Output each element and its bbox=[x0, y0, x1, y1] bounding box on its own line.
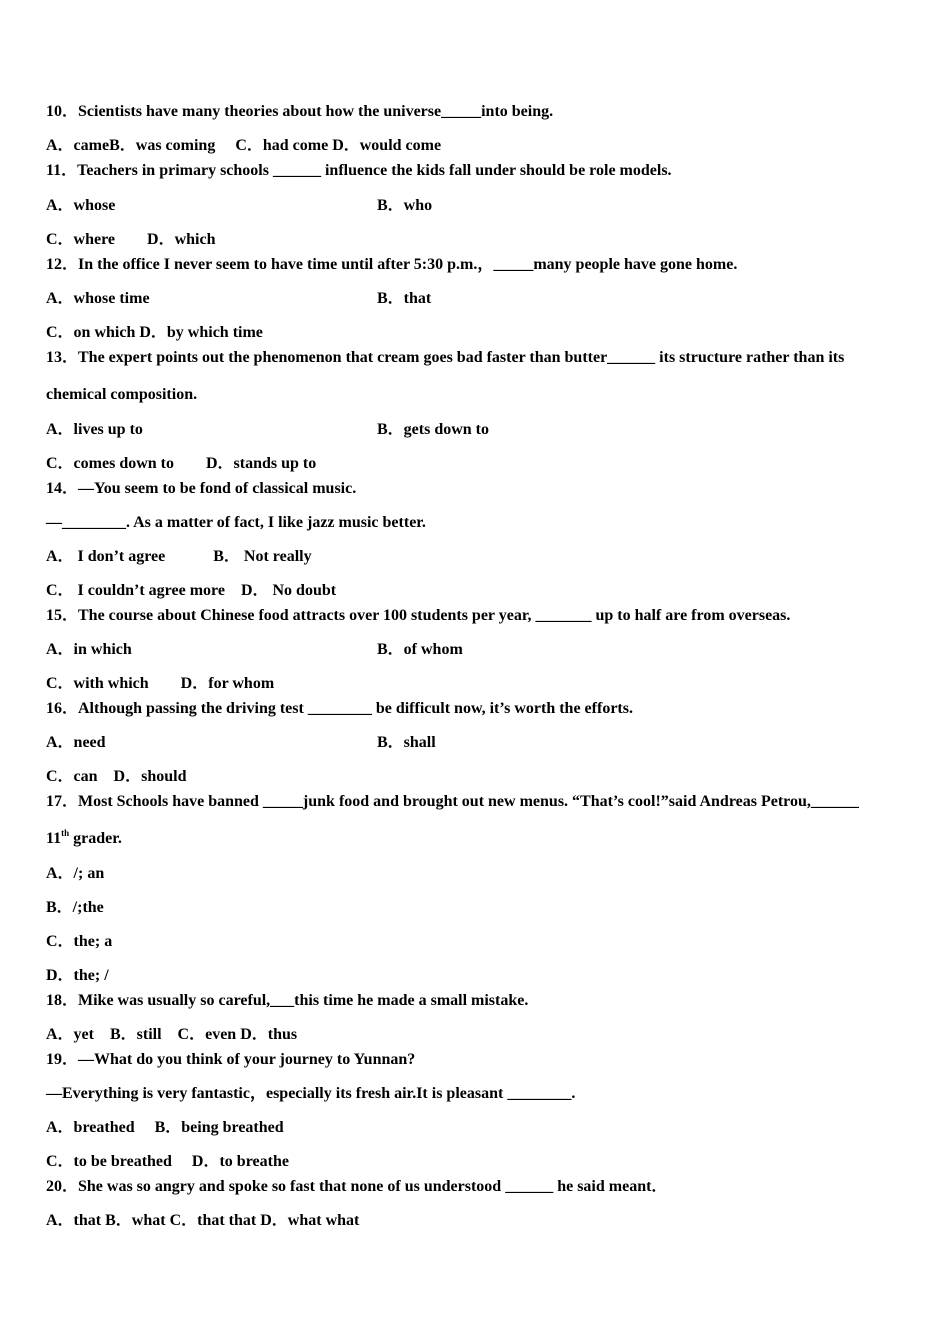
question-13-options-cd: C．comes down to D．stands up to bbox=[46, 455, 317, 472]
question-19-options-cd: C．to be breathed D．to breathe bbox=[46, 1153, 289, 1170]
question-18-options: A．yet B．still C．even D．thus bbox=[46, 1026, 298, 1043]
question-11-options-ab bbox=[46, 196, 906, 216]
question-16-options-cd: C．can D．should bbox=[46, 768, 187, 785]
question-15-options-ab bbox=[46, 640, 906, 660]
question-19-stem-line2: —Everything is very fantastic，especially its fresh air.It is pleasant ________. bbox=[46, 1085, 576, 1102]
question-17-option-a: A．/; an bbox=[46, 865, 105, 882]
question-11-stem: 11．Teachers in primary schools ______ influence the kids fall under should be role models. bbox=[46, 162, 672, 179]
option-b: B．of whom bbox=[377, 641, 463, 658]
question-10-stem: 10．Scientists have many theories about how the universe_____into being. bbox=[46, 103, 554, 120]
option-b: B．gets down to bbox=[377, 421, 490, 438]
question-19-options-ab: A．breathed B．being breathed bbox=[46, 1119, 284, 1136]
question-12-stem: 12．In the office I never seem to have time until after 5:30 p.m.，_____many people have gone home. bbox=[46, 256, 738, 273]
question-14-options-ab: A． I don’t agree B． Not really bbox=[46, 548, 312, 565]
question-17-stem-line2 bbox=[46, 829, 122, 849]
question-20-stem: 20．She was so angry and spoke so fast that none of us understood ______ he said meant． bbox=[46, 1178, 668, 1195]
question-15-stem: 15．The course about Chinese food attracts over 100 students per year, _______ up to half are from overseas. bbox=[46, 607, 791, 624]
question-10-options: A．cameB．was coming C．had come D．would come bbox=[46, 137, 442, 154]
question-15-options-cd: C．with which D．for whom bbox=[46, 675, 275, 692]
option-a: A．in which bbox=[46, 641, 132, 658]
question-11-options-cd: C．where D．which bbox=[46, 231, 216, 248]
question-20-options: A．that B．what C．that that D．what what bbox=[46, 1212, 360, 1229]
option-b: B．who bbox=[377, 197, 433, 214]
question-18-stem: 18．Mike was usually so careful,___this time he made a small mistake. bbox=[46, 992, 529, 1009]
option-a: A．whose time bbox=[46, 290, 150, 307]
question-16-stem: 16．Although passing the driving test ________ be difficult now, it’s worth the efforts. bbox=[46, 700, 633, 717]
question-13-stem-line2: chemical composition. bbox=[46, 386, 198, 403]
question-17-option-b: B．/;the bbox=[46, 899, 104, 916]
question-14-stem-line2: —________. As a matter of fact, I like jazz music better. bbox=[46, 514, 426, 531]
grade-ordinal-suffix: th bbox=[61, 828, 70, 838]
option-b: B．that bbox=[377, 290, 432, 307]
question-17-stem-line1: 17．Most Schools have banned _____junk food and brought out new menus. “That’s cool!”said Andreas Petrou,______ bbox=[46, 793, 859, 810]
question-17-option-d: D．the; / bbox=[46, 967, 109, 984]
question-19-stem-line1: 19．—What do you think of your journey to Yunnan? bbox=[46, 1051, 416, 1068]
option-b: B．shall bbox=[377, 734, 436, 751]
option-a: A．whose bbox=[46, 197, 116, 214]
option-a: A．need bbox=[46, 734, 106, 751]
grade-text: grader. bbox=[69, 830, 122, 847]
grade-number: 11 bbox=[46, 830, 62, 847]
question-13-options-ab bbox=[46, 420, 906, 440]
question-14-stem-line1: 14．—You seem to be fond of classical music. bbox=[46, 480, 357, 497]
question-17-option-c: C．the; a bbox=[46, 933, 113, 950]
question-16-options-ab bbox=[46, 733, 906, 753]
question-14-options-cd: C． I couldn’t agree more D． No doubt bbox=[46, 582, 337, 599]
question-13-stem-line1: 13．The expert points out the phenomenon that cream goes bad faster than butter______ its structure rather than its bbox=[46, 349, 845, 366]
question-12-options-ab bbox=[46, 289, 906, 309]
option-a: A．lives up to bbox=[46, 421, 143, 438]
question-12-options-cd: C．on which D．by which time bbox=[46, 324, 263, 341]
